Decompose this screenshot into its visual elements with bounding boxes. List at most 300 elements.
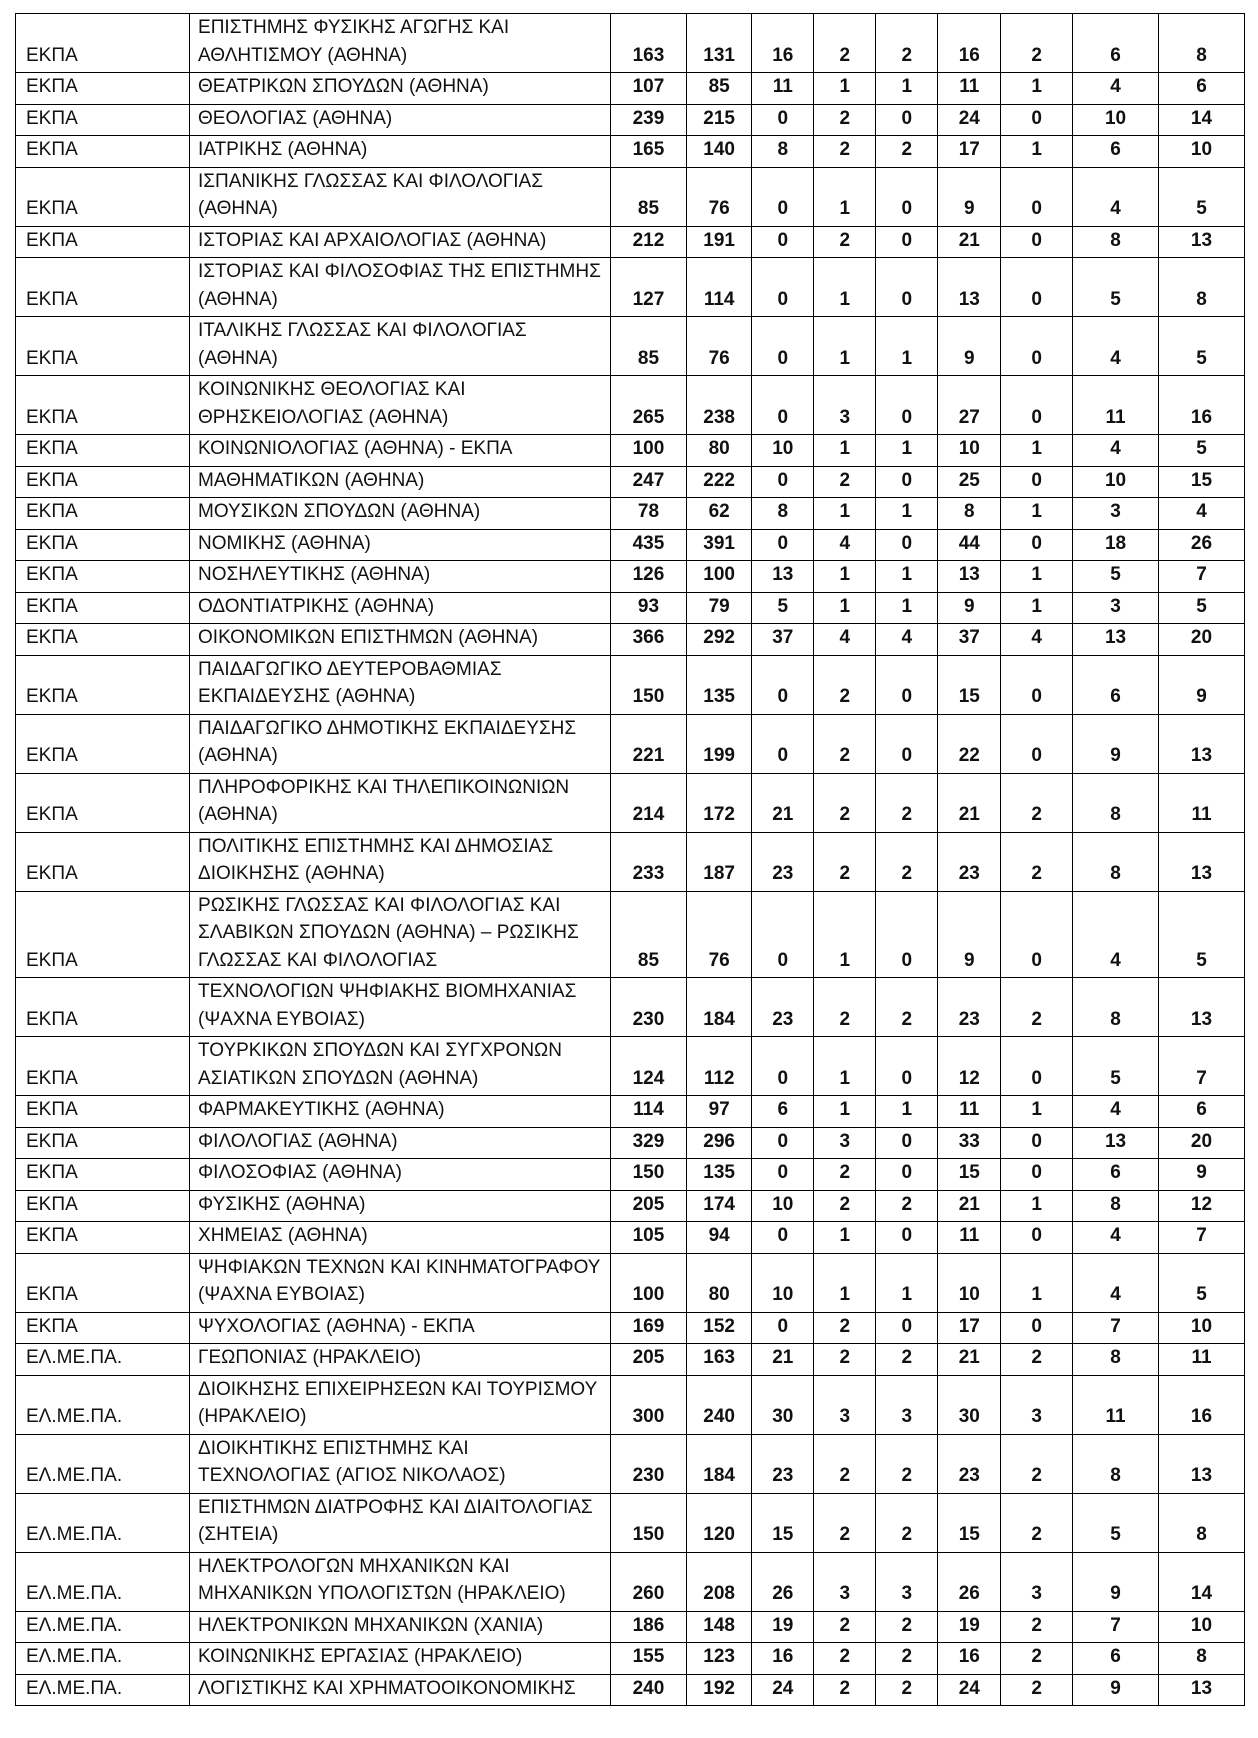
table-row bbox=[16, 561, 1245, 593]
university-cell: ΕΚΠΑ bbox=[16, 104, 190, 136]
value-cell: 292 bbox=[687, 624, 752, 656]
table-row bbox=[16, 529, 1245, 561]
value-cell: 26 bbox=[938, 1552, 1001, 1611]
value-cell: 0 bbox=[876, 466, 938, 498]
value-cell: 23 bbox=[752, 832, 814, 891]
value-cell: 3 bbox=[1001, 1552, 1073, 1611]
value-cell: 23 bbox=[938, 832, 1001, 891]
value-cell: 17 bbox=[938, 136, 1001, 168]
value-cell: 0 bbox=[1001, 167, 1073, 226]
value-cell: 0 bbox=[876, 655, 938, 714]
value-cell: 21 bbox=[752, 773, 814, 832]
department-cell: ΝΟΣΗΛΕΥΤΙΚΗΣ (ΑΘΗΝΑ) bbox=[190, 561, 611, 593]
value-cell: 240 bbox=[610, 1674, 686, 1706]
value-cell: 6 bbox=[1073, 1159, 1159, 1191]
value-cell: 0 bbox=[752, 1312, 814, 1344]
value-cell: 8 bbox=[1159, 1643, 1245, 1675]
value-cell: 124 bbox=[610, 1037, 686, 1096]
value-cell: 184 bbox=[687, 1434, 752, 1493]
department-cell: ΤΟΥΡΚΙΚΩΝ ΣΠΟΥΔΩΝ ΚΑΙ ΣΥΓΧΡΟΝΩΝ ΑΣΙΑΤΙΚΩΝ ΣΠΟΥΔΩΝ (ΑΘΗΝΑ) bbox=[190, 1037, 611, 1096]
value-cell: 2 bbox=[1001, 1643, 1073, 1675]
university-cell: ΕΚΠΑ bbox=[16, 1096, 190, 1128]
value-cell: 1 bbox=[876, 73, 938, 105]
value-cell: 0 bbox=[876, 714, 938, 773]
value-cell: 23 bbox=[938, 978, 1001, 1037]
value-cell: 24 bbox=[938, 1674, 1001, 1706]
value-cell: 1 bbox=[814, 1096, 876, 1128]
university-cell: ΕΛ.ΜΕ.ΠΑ. bbox=[16, 1643, 190, 1675]
university-cell: ΕΚΠΑ bbox=[16, 1037, 190, 1096]
value-cell: 150 bbox=[610, 655, 686, 714]
value-cell: 2 bbox=[814, 832, 876, 891]
value-cell: 150 bbox=[610, 1493, 686, 1552]
value-cell: 239 bbox=[610, 104, 686, 136]
value-cell: 5 bbox=[1073, 258, 1159, 317]
value-cell: 2 bbox=[814, 1674, 876, 1706]
table-row bbox=[16, 226, 1245, 258]
value-cell: 0 bbox=[752, 714, 814, 773]
value-cell: 107 bbox=[610, 73, 686, 105]
value-cell: 23 bbox=[752, 1434, 814, 1493]
value-cell: 11 bbox=[1073, 1375, 1159, 1434]
value-cell: 192 bbox=[687, 1674, 752, 1706]
value-cell: 85 bbox=[610, 891, 686, 978]
value-cell: 163 bbox=[610, 14, 686, 73]
department-cell: ΙΣΠΑΝΙΚΗΣ ΓΛΩΣΣΑΣ ΚΑΙ ΦΙΛΟΛΟΓΙΑΣ (ΑΘΗΝΑ) bbox=[190, 167, 611, 226]
value-cell: 1 bbox=[814, 435, 876, 467]
table-row bbox=[16, 1434, 1245, 1493]
value-cell: 9 bbox=[938, 592, 1001, 624]
value-cell: 19 bbox=[938, 1611, 1001, 1643]
value-cell: 12 bbox=[938, 1037, 1001, 1096]
value-cell: 15 bbox=[1159, 466, 1245, 498]
value-cell: 135 bbox=[687, 1159, 752, 1191]
department-cell: ΤΕΧΝΟΛΟΓΙΩΝ ΨΗΦΙΑΚΗΣ ΒΙΟΜΗΧΑΝΙΑΣ (ΨΑΧΝΑ ΕΥΒΟΙΑΣ) bbox=[190, 978, 611, 1037]
value-cell: 4 bbox=[814, 624, 876, 656]
university-cell: ΕΛ.ΜΕ.ΠΑ. bbox=[16, 1611, 190, 1643]
value-cell: 120 bbox=[687, 1493, 752, 1552]
department-cell: ΗΛΕΚΤΡΟΛΟΓΩΝ ΜΗΧΑΝΙΚΩΝ ΚΑΙ ΜΗΧΑΝΙΚΩΝ ΥΠΟΛΟΓΙΣΤΩΝ (ΗΡΑΚΛΕΙΟ) bbox=[190, 1552, 611, 1611]
value-cell: 9 bbox=[1159, 655, 1245, 714]
value-cell: 2 bbox=[876, 773, 938, 832]
university-cell: ΕΚΠΑ bbox=[16, 1127, 190, 1159]
value-cell: 4 bbox=[1073, 317, 1159, 376]
value-cell: 13 bbox=[1159, 226, 1245, 258]
value-cell: 0 bbox=[1001, 1312, 1073, 1344]
value-cell: 105 bbox=[610, 1222, 686, 1254]
value-cell: 23 bbox=[938, 1434, 1001, 1493]
value-cell: 25 bbox=[938, 466, 1001, 498]
value-cell: 0 bbox=[1001, 1127, 1073, 1159]
value-cell: 76 bbox=[687, 317, 752, 376]
value-cell: 10 bbox=[1159, 136, 1245, 168]
table-row bbox=[16, 714, 1245, 773]
value-cell: 140 bbox=[687, 136, 752, 168]
value-cell: 10 bbox=[1159, 1611, 1245, 1643]
value-cell: 1 bbox=[814, 891, 876, 978]
value-cell: 62 bbox=[687, 498, 752, 530]
value-cell: 4 bbox=[1073, 435, 1159, 467]
value-cell: 0 bbox=[752, 258, 814, 317]
department-cell: ΠΛΗΡΟΦΟΡΙΚΗΣ ΚΑΙ ΤΗΛΕΠΙΚΟΙΝΩΝΙΩΝ (ΑΘΗΝΑ) bbox=[190, 773, 611, 832]
value-cell: 21 bbox=[752, 1344, 814, 1376]
department-cell: ΦΑΡΜΑΚΕΥΤΙΚΗΣ (ΑΘΗΝΑ) bbox=[190, 1096, 611, 1128]
value-cell: 1 bbox=[814, 167, 876, 226]
university-cell: ΕΚΠΑ bbox=[16, 376, 190, 435]
table-row bbox=[16, 1253, 1245, 1312]
value-cell: 16 bbox=[938, 1643, 1001, 1675]
table-row bbox=[16, 1643, 1245, 1675]
value-cell: 0 bbox=[752, 167, 814, 226]
table-row bbox=[16, 1127, 1245, 1159]
value-cell: 163 bbox=[687, 1344, 752, 1376]
value-cell: 0 bbox=[876, 258, 938, 317]
value-cell: 0 bbox=[1001, 891, 1073, 978]
value-cell: 205 bbox=[610, 1190, 686, 1222]
value-cell: 80 bbox=[687, 435, 752, 467]
university-cell: ΕΚΠΑ bbox=[16, 73, 190, 105]
value-cell: 4 bbox=[1073, 1253, 1159, 1312]
university-cell: ΕΚΠΑ bbox=[16, 773, 190, 832]
value-cell: 184 bbox=[687, 978, 752, 1037]
value-cell: 2 bbox=[1001, 1434, 1073, 1493]
value-cell: 30 bbox=[938, 1375, 1001, 1434]
department-cell: ΨΗΦΙΑΚΩΝ ΤΕΧΝΩΝ ΚΑΙ ΚΙΝΗΜΑΤΟΓΡΑΦΟΥ (ΨΑΧΝΑ ΕΥΒΟΙΑΣ) bbox=[190, 1253, 611, 1312]
value-cell: 8 bbox=[1073, 1434, 1159, 1493]
department-cell: ΚΟΙΝΩΝΙΚΗΣ ΘΕΟΛΟΓΙΑΣ ΚΑΙ ΘΡΗΣΚΕΙΟΛΟΓΙΑΣ (ΑΘΗΝΑ) bbox=[190, 376, 611, 435]
value-cell: 6 bbox=[752, 1096, 814, 1128]
value-cell: 1 bbox=[876, 498, 938, 530]
table-row bbox=[16, 14, 1245, 73]
value-cell: 0 bbox=[876, 1312, 938, 1344]
value-cell: 14 bbox=[1159, 1552, 1245, 1611]
value-cell: 2 bbox=[876, 1611, 938, 1643]
value-cell: 2 bbox=[814, 1611, 876, 1643]
university-cell: ΕΛ.ΜΕ.ΠΑ. bbox=[16, 1493, 190, 1552]
university-cell: ΕΚΠΑ bbox=[16, 529, 190, 561]
value-cell: 230 bbox=[610, 1434, 686, 1493]
table-row bbox=[16, 592, 1245, 624]
value-cell: 3 bbox=[814, 1552, 876, 1611]
department-cell: ΨΥΧΟΛΟΓΙΑΣ (ΑΘΗΝΑ) - ΕΚΠΑ bbox=[190, 1312, 611, 1344]
value-cell: 7 bbox=[1073, 1312, 1159, 1344]
value-cell: 208 bbox=[687, 1552, 752, 1611]
value-cell: 222 bbox=[687, 466, 752, 498]
value-cell: 16 bbox=[752, 1643, 814, 1675]
value-cell: 24 bbox=[938, 104, 1001, 136]
value-cell: 1 bbox=[1001, 73, 1073, 105]
university-cell: ΕΚΠΑ bbox=[16, 498, 190, 530]
value-cell: 10 bbox=[938, 1253, 1001, 1312]
value-cell: 247 bbox=[610, 466, 686, 498]
value-cell: 2 bbox=[876, 136, 938, 168]
value-cell: 0 bbox=[1001, 258, 1073, 317]
university-cell: ΕΚΠΑ bbox=[16, 317, 190, 376]
value-cell: 2 bbox=[814, 773, 876, 832]
table-row bbox=[16, 1037, 1245, 1096]
value-cell: 0 bbox=[876, 529, 938, 561]
value-cell: 2 bbox=[876, 1493, 938, 1552]
table-row bbox=[16, 1159, 1245, 1191]
value-cell: 1 bbox=[876, 317, 938, 376]
value-cell: 78 bbox=[610, 498, 686, 530]
university-cell: ΕΚΠΑ bbox=[16, 592, 190, 624]
value-cell: 1 bbox=[1001, 498, 1073, 530]
value-cell: 8 bbox=[1159, 14, 1245, 73]
value-cell: 0 bbox=[876, 226, 938, 258]
value-cell: 187 bbox=[687, 832, 752, 891]
value-cell: 37 bbox=[938, 624, 1001, 656]
value-cell: 2 bbox=[814, 226, 876, 258]
value-cell: 260 bbox=[610, 1552, 686, 1611]
table-row bbox=[16, 498, 1245, 530]
value-cell: 2 bbox=[876, 978, 938, 1037]
university-cell: ΕΛ.ΜΕ.ΠΑ. bbox=[16, 1344, 190, 1376]
department-cell: ΧΗΜΕΙΑΣ (ΑΘΗΝΑ) bbox=[190, 1222, 611, 1254]
table-row bbox=[16, 1096, 1245, 1128]
value-cell: 79 bbox=[687, 592, 752, 624]
value-cell: 0 bbox=[876, 1037, 938, 1096]
department-cell: ΗΛΕΚΤΡΟΝΙΚΩΝ ΜΗΧΑΝΙΚΩΝ (ΧΑΝΙΑ) bbox=[190, 1611, 611, 1643]
value-cell: 2 bbox=[814, 1312, 876, 1344]
value-cell: 214 bbox=[610, 773, 686, 832]
value-cell: 0 bbox=[876, 1222, 938, 1254]
value-cell: 15 bbox=[938, 1159, 1001, 1191]
value-cell: 2 bbox=[1001, 1344, 1073, 1376]
value-cell: 3 bbox=[1001, 1375, 1073, 1434]
value-cell: 15 bbox=[752, 1493, 814, 1552]
value-cell: 233 bbox=[610, 832, 686, 891]
value-cell: 80 bbox=[687, 1253, 752, 1312]
value-cell: 4 bbox=[1073, 1222, 1159, 1254]
value-cell: 2 bbox=[814, 136, 876, 168]
value-cell: 1 bbox=[1001, 592, 1073, 624]
university-cell: ΕΚΠΑ bbox=[16, 561, 190, 593]
value-cell: 5 bbox=[1159, 891, 1245, 978]
value-cell: 391 bbox=[687, 529, 752, 561]
table-row bbox=[16, 376, 1245, 435]
value-cell: 114 bbox=[610, 1096, 686, 1128]
table-row bbox=[16, 1375, 1245, 1434]
value-cell: 30 bbox=[752, 1375, 814, 1434]
department-cell: ΔΙΟΙΚΗΤΙΚΗΣ ΕΠΙΣΤΗΜΗΣ ΚΑΙ ΤΕΧΝΟΛΟΓΙΑΣ (ΑΓΙΟΣ ΝΙΚΟΛΑΟΣ) bbox=[190, 1434, 611, 1493]
value-cell: 1 bbox=[1001, 1190, 1073, 1222]
value-cell: 11 bbox=[938, 1096, 1001, 1128]
value-cell: 21 bbox=[938, 1344, 1001, 1376]
value-cell: 0 bbox=[1001, 104, 1073, 136]
value-cell: 6 bbox=[1159, 1096, 1245, 1128]
value-cell: 1 bbox=[814, 498, 876, 530]
value-cell: 10 bbox=[1159, 1312, 1245, 1344]
value-cell: 2 bbox=[814, 1643, 876, 1675]
value-cell: 5 bbox=[1159, 317, 1245, 376]
value-cell: 0 bbox=[752, 466, 814, 498]
table-row bbox=[16, 1674, 1245, 1706]
value-cell: 2 bbox=[814, 714, 876, 773]
table-row bbox=[16, 1190, 1245, 1222]
department-cell: ΛΟΓΙΣΤΙΚΗΣ ΚΑΙ ΧΡΗΜΑΤΟΟΙΚΟΝΟΜΙΚΗΣ bbox=[190, 1674, 611, 1706]
value-cell: 1 bbox=[1001, 435, 1073, 467]
table-row bbox=[16, 104, 1245, 136]
value-cell: 2 bbox=[814, 1190, 876, 1222]
department-cell: ΚΟΙΝΩΝΙΟΛΟΓΙΑΣ (ΑΘΗΝΑ) - ΕΚΠΑ bbox=[190, 435, 611, 467]
value-cell: 2 bbox=[814, 104, 876, 136]
value-cell: 85 bbox=[610, 317, 686, 376]
value-cell: 3 bbox=[814, 376, 876, 435]
value-cell: 0 bbox=[876, 891, 938, 978]
value-cell: 9 bbox=[1073, 714, 1159, 773]
table-row bbox=[16, 1222, 1245, 1254]
table-row bbox=[16, 1552, 1245, 1611]
value-cell: 150 bbox=[610, 1159, 686, 1191]
value-cell: 0 bbox=[1001, 376, 1073, 435]
table-row bbox=[16, 435, 1245, 467]
department-cell: ΡΩΣΙΚΗΣ ΓΛΩΣΣΑΣ ΚΑΙ ΦΙΛΟΛΟΓΙΑΣ ΚΑΙ ΣΛΑΒΙΚΩΝ ΣΠΟΥΔΩΝ (ΑΘΗΝΑ) – ΡΩΣΙΚΗΣ ΓΛΩΣΣΑΣ ΚΑΙ ΦΙΛΟΛΟΓΙΑΣ bbox=[190, 891, 611, 978]
table-row bbox=[16, 466, 1245, 498]
value-cell: 1 bbox=[1001, 1096, 1073, 1128]
value-cell: 10 bbox=[938, 435, 1001, 467]
value-cell: 24 bbox=[752, 1674, 814, 1706]
value-cell: 1 bbox=[876, 1253, 938, 1312]
university-cell: ΕΚΠΑ bbox=[16, 14, 190, 73]
value-cell: 8 bbox=[1159, 258, 1245, 317]
value-cell: 0 bbox=[1001, 317, 1073, 376]
department-cell: ΘΕΟΛΟΓΙΑΣ (ΑΘΗΝΑ) bbox=[190, 104, 611, 136]
value-cell: 14 bbox=[1159, 104, 1245, 136]
value-cell: 93 bbox=[610, 592, 686, 624]
value-cell: 26 bbox=[1159, 529, 1245, 561]
department-cell: ΠΑΙΔΑΓΩΓΙΚΟ ΔΕΥΤΕΡΟΒΑΘΜΙΑΣ ΕΚΠΑΙΔΕΥΣΗΣ (ΑΘΗΝΑ) bbox=[190, 655, 611, 714]
value-cell: 1 bbox=[814, 592, 876, 624]
value-cell: 5 bbox=[752, 592, 814, 624]
table-row bbox=[16, 136, 1245, 168]
value-cell: 4 bbox=[1159, 498, 1245, 530]
table-row bbox=[16, 978, 1245, 1037]
value-cell: 9 bbox=[1159, 1159, 1245, 1191]
value-cell: 1 bbox=[1001, 1253, 1073, 1312]
university-cell: ΕΛ.ΜΕ.ΠΑ. bbox=[16, 1552, 190, 1611]
value-cell: 2 bbox=[1001, 1611, 1073, 1643]
value-cell: 2 bbox=[1001, 978, 1073, 1037]
value-cell: 169 bbox=[610, 1312, 686, 1344]
university-cell: ΕΚΠΑ bbox=[16, 226, 190, 258]
value-cell: 0 bbox=[1001, 1037, 1073, 1096]
value-cell: 13 bbox=[1159, 1674, 1245, 1706]
value-cell: 16 bbox=[1159, 1375, 1245, 1434]
department-cell: ΓΕΩΠΟΝΙΑΣ (ΗΡΑΚΛΕΙΟ) bbox=[190, 1344, 611, 1376]
university-cell: ΕΛ.ΜΕ.ΠΑ. bbox=[16, 1434, 190, 1493]
value-cell: 199 bbox=[687, 714, 752, 773]
value-cell: 11 bbox=[1073, 376, 1159, 435]
university-cell: ΕΚΠΑ bbox=[16, 1253, 190, 1312]
value-cell: 5 bbox=[1073, 561, 1159, 593]
department-cell: ΜΑΘΗΜΑΤΙΚΩΝ (ΑΘΗΝΑ) bbox=[190, 466, 611, 498]
value-cell: 16 bbox=[752, 14, 814, 73]
value-cell: 230 bbox=[610, 978, 686, 1037]
value-cell: 20 bbox=[1159, 624, 1245, 656]
value-cell: 329 bbox=[610, 1127, 686, 1159]
department-cell: ΦΥΣΙΚΗΣ (ΑΘΗΝΑ) bbox=[190, 1190, 611, 1222]
value-cell: 17 bbox=[938, 1312, 1001, 1344]
university-cell: ΕΚΠΑ bbox=[16, 624, 190, 656]
table-row bbox=[16, 1611, 1245, 1643]
university-cell: ΕΚΠΑ bbox=[16, 714, 190, 773]
value-cell: 19 bbox=[752, 1611, 814, 1643]
value-cell: 0 bbox=[876, 1127, 938, 1159]
value-cell: 155 bbox=[610, 1643, 686, 1675]
value-cell: 114 bbox=[687, 258, 752, 317]
value-cell: 2 bbox=[1001, 1674, 1073, 1706]
value-cell: 2 bbox=[1001, 773, 1073, 832]
value-cell: 191 bbox=[687, 226, 752, 258]
value-cell: 0 bbox=[752, 1037, 814, 1096]
value-cell: 23 bbox=[752, 978, 814, 1037]
value-cell: 8 bbox=[1073, 832, 1159, 891]
department-cell: ΕΠΙΣΤΗΜΗΣ ΦΥΣΙΚΗΣ ΑΓΩΓΗΣ ΚΑΙ ΑΘΛΗΤΙΣΜΟΥ (ΑΘΗΝΑ) bbox=[190, 14, 611, 73]
value-cell: 215 bbox=[687, 104, 752, 136]
university-cell: ΕΚΠΑ bbox=[16, 167, 190, 226]
table-row bbox=[16, 773, 1245, 832]
value-cell: 11 bbox=[1159, 1344, 1245, 1376]
value-cell: 1 bbox=[814, 1253, 876, 1312]
value-cell: 76 bbox=[687, 167, 752, 226]
value-cell: 126 bbox=[610, 561, 686, 593]
value-cell: 26 bbox=[752, 1552, 814, 1611]
value-cell: 435 bbox=[610, 529, 686, 561]
value-cell: 9 bbox=[938, 317, 1001, 376]
value-cell: 10 bbox=[1073, 466, 1159, 498]
value-cell: 13 bbox=[938, 258, 1001, 317]
value-cell: 18 bbox=[1073, 529, 1159, 561]
value-cell: 0 bbox=[752, 317, 814, 376]
table-row bbox=[16, 891, 1245, 978]
value-cell: 11 bbox=[938, 1222, 1001, 1254]
value-cell: 2 bbox=[814, 655, 876, 714]
value-cell: 6 bbox=[1073, 1643, 1159, 1675]
value-cell: 1 bbox=[814, 1222, 876, 1254]
value-cell: 3 bbox=[876, 1375, 938, 1434]
value-cell: 10 bbox=[752, 1190, 814, 1222]
department-cell: ΟΙΚΟΝΟΜΙΚΩΝ ΕΠΙΣΤΗΜΩΝ (ΑΘΗΝΑ) bbox=[190, 624, 611, 656]
value-cell: 112 bbox=[687, 1037, 752, 1096]
value-cell: 37 bbox=[752, 624, 814, 656]
university-cell: ΕΚΠΑ bbox=[16, 891, 190, 978]
value-cell: 0 bbox=[1001, 529, 1073, 561]
value-cell: 0 bbox=[876, 104, 938, 136]
value-cell: 10 bbox=[1073, 104, 1159, 136]
value-cell: 4 bbox=[1073, 167, 1159, 226]
admissions-table bbox=[15, 13, 1245, 1706]
department-cell: ΙΣΤΟΡΙΑΣ ΚΑΙ ΦΙΛΟΣΟΦΙΑΣ ΤΗΣ ΕΠΙΣΤΗΜΗΣ (ΑΘΗΝΑ) bbox=[190, 258, 611, 317]
value-cell: 4 bbox=[1001, 624, 1073, 656]
university-cell: ΕΚΠΑ bbox=[16, 978, 190, 1037]
value-cell: 135 bbox=[687, 655, 752, 714]
value-cell: 4 bbox=[876, 624, 938, 656]
department-cell: ΠΟΛΙΤΙΚΗΣ ΕΠΙΣΤΗΜΗΣ ΚΑΙ ΔΗΜΟΣΙΑΣ ΔΙΟΙΚΗΣΗΣ (ΑΘΗΝΑ) bbox=[190, 832, 611, 891]
value-cell: 97 bbox=[687, 1096, 752, 1128]
value-cell: 100 bbox=[687, 561, 752, 593]
value-cell: 16 bbox=[938, 14, 1001, 73]
value-cell: 0 bbox=[1001, 714, 1073, 773]
value-cell: 186 bbox=[610, 1611, 686, 1643]
value-cell: 21 bbox=[938, 773, 1001, 832]
department-cell: ΙΤΑΛΙΚΗΣ ΓΛΩΣΣΑΣ ΚΑΙ ΦΙΛΟΛΟΓΙΑΣ (ΑΘΗΝΑ) bbox=[190, 317, 611, 376]
value-cell: 0 bbox=[752, 891, 814, 978]
value-cell: 8 bbox=[1073, 226, 1159, 258]
value-cell: 6 bbox=[1073, 14, 1159, 73]
value-cell: 2 bbox=[876, 1344, 938, 1376]
value-cell: 2 bbox=[814, 1344, 876, 1376]
